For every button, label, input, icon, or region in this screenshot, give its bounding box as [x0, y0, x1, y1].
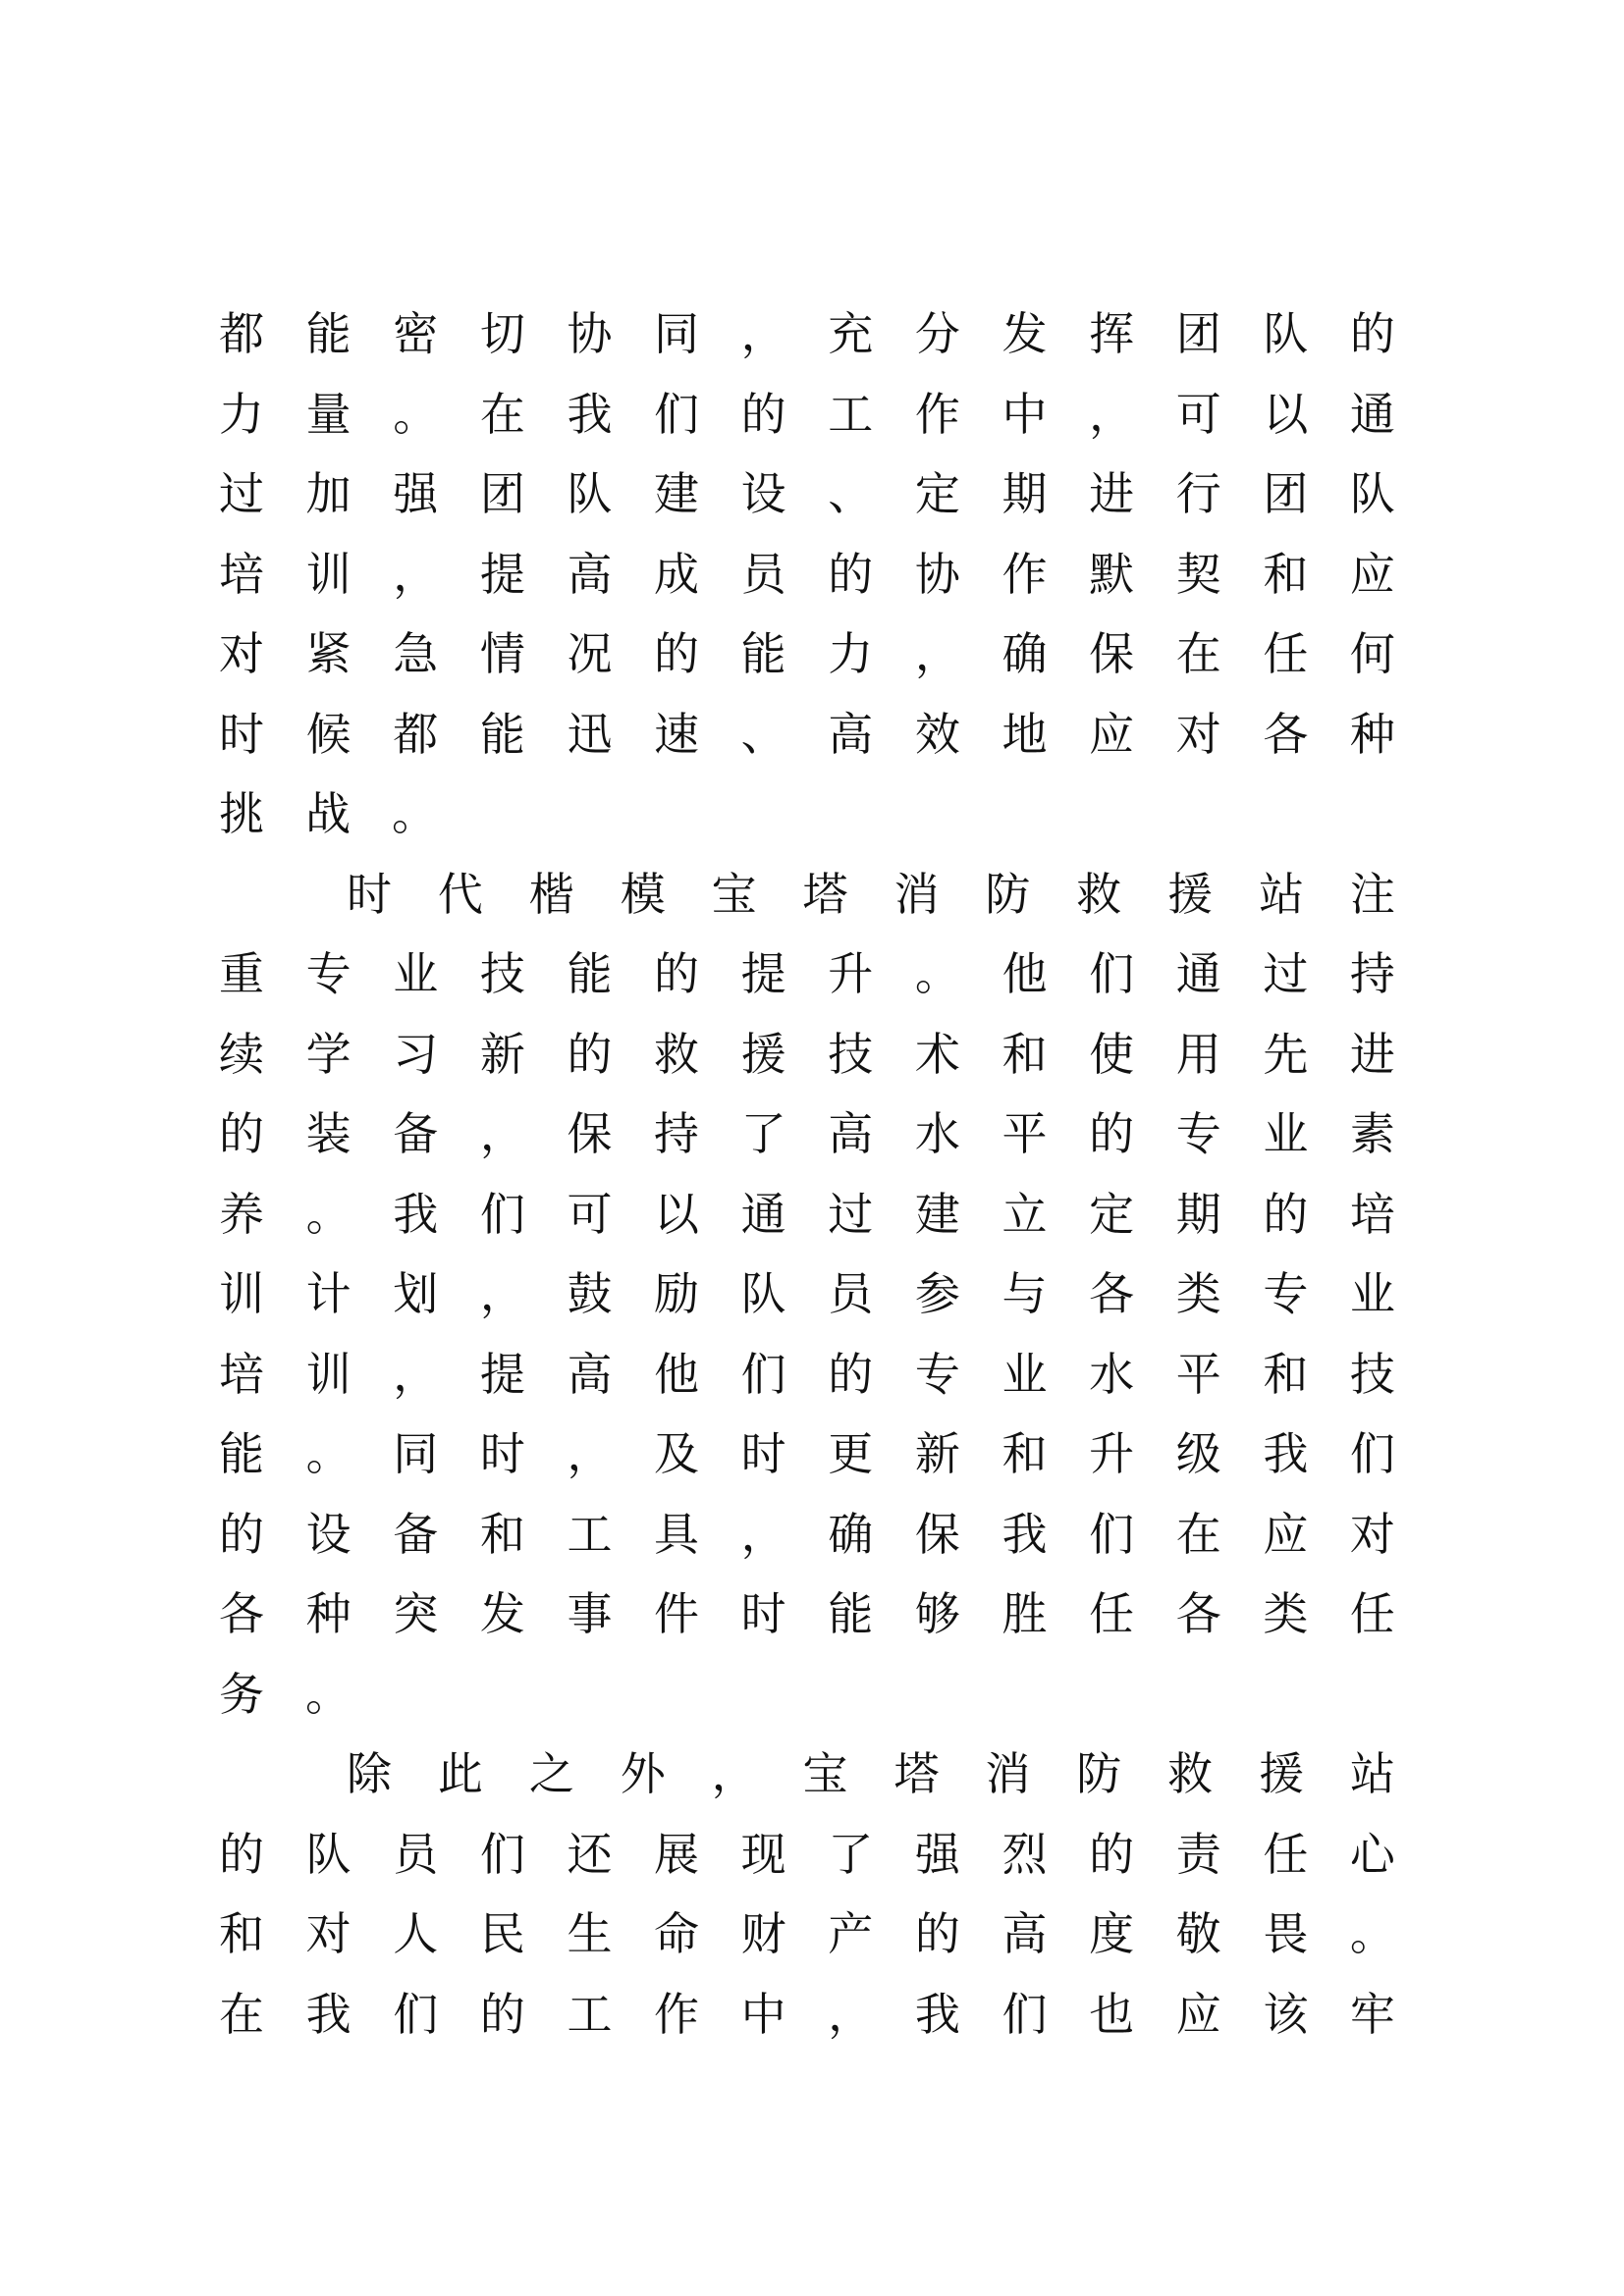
text-line: 除 此 之 外 ， 宝 塔 消 防 救 援 站	[347, 1747, 1395, 1800]
text-line: 各 种 突 发 事 件 时 能 够 胜 任 各 类 任	[219, 1587, 1395, 1640]
text-line: 的 队 员 们 还 展 现 了 强 烈 的 责 任 心	[219, 1827, 1395, 1881]
text-line: 力 量 。 在 我 们 的 工 作 中 ， 可 以 通	[219, 387, 1395, 441]
text-line: 培 训 ， 提 高 成 员 的 协 作 默 契 和 应	[219, 547, 1395, 601]
text-line: 和 对 人 民 生 命 财 产 的 高 度 敬 畏 。	[219, 1907, 1395, 1960]
text-line: 务 。	[219, 1667, 351, 1721]
text-line: 对 紧 急 情 况 的 能 力 ， 确 保 在 任 何	[219, 627, 1395, 680]
text-line: 训 计 划 ， 鼓 励 队 员 参 与 各 类 专 业	[219, 1267, 1395, 1320]
text-line: 挑 战 。	[219, 787, 437, 840]
body-text	[218, 294, 1396, 2055]
text-line: 的 设 备 和 工 具 ， 确 保 我 们 在 应 对	[219, 1507, 1395, 1561]
text-line: 过 加 强 团 队 建 设 、 定 期 进 行 团 队	[219, 467, 1395, 520]
text-line: 都 能 密 切 协 同 ， 充 分 发 挥 团 队 的	[219, 307, 1395, 360]
text-line: 在 我 们 的 工 作 中 ， 我 们 也 应 该 牢	[219, 1987, 1395, 2041]
text-line: 时 代 楷 模 宝 塔 消 防 救 援 站 注	[347, 867, 1395, 921]
text-line: 的 装 备 ， 保 持 了 高 水 平 的 专 业 素	[219, 1107, 1395, 1160]
text-line: 时 候 都 能 迅 速 、 高 效 地 应 对 各 种	[219, 707, 1395, 761]
text-line: 养 。 我 们 可 以 通 过 建 立 定 期 的 培	[219, 1187, 1395, 1241]
text-line: 培 训 ， 提 高 他 们 的 专 业 水 平 和 技	[219, 1347, 1395, 1401]
text-line: 重 专 业 技 能 的 提 升 。 他 们 通 过 持	[219, 947, 1395, 1000]
text-line: 续 学 习 新 的 救 援 技 术 和 使 用 先 进	[219, 1027, 1395, 1081]
text-line: 能 。 同 时 ， 及 时 更 新 和 升 级 我 们	[219, 1427, 1395, 1480]
